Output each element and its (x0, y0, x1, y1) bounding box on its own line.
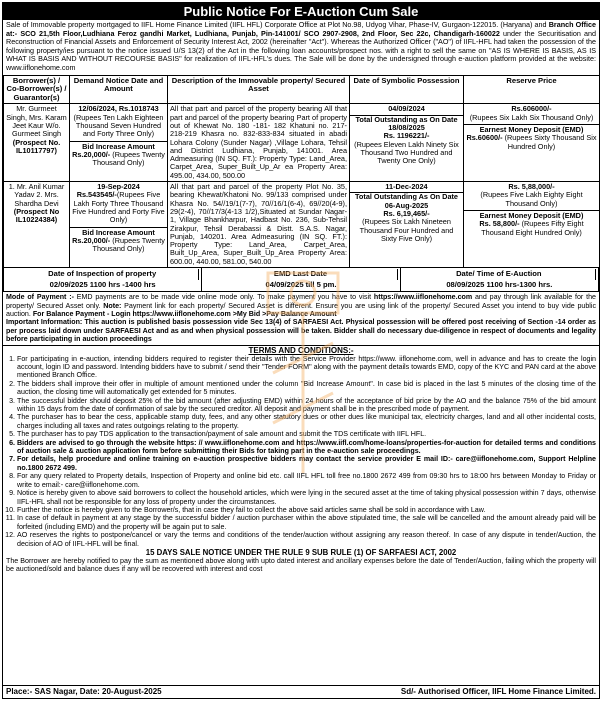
header-description: Description of the Immovable property/ Secured Asset (168, 75, 350, 104)
payment-mode (3, 292, 599, 345)
emd-amount: Rs. 58,800/- (479, 219, 520, 229)
important-information: Important Information: This auction is published basis possession vide Sec 13(4) of SARFAESI Act. Physical possession will be offered post receiving of Section -14 order as per process laid down under SARFAESI Act and as and when physical possession will be taken. Bidder shall do necessary due-diligence in respect of documents and legality before participating in auction proceedings (6, 318, 596, 344)
possession-date: 11-Dec-2024 (350, 183, 463, 193)
outstanding-label: Total Outstanding as On Date 18/08/2025 (355, 114, 458, 132)
term-item: 12. AO reserves the rights to postpone/cancel or vary the terms and conditions of the tender/auction without assigning any reason thereof. In case of any dispute in tender/Auction, the decision of AO of IIFL-HFL will be final. (17, 531, 596, 548)
possession-cell (350, 182, 464, 268)
payment-mode-text-1: EMD payments are to be made vide online mode only. To make payment you have to visit (73, 293, 374, 302)
footer-place-date: Place:- SAS Nagar, Date: 20-August-2025 (6, 687, 162, 696)
outstanding-label: Total Outstanding As On Date 06-Aug-2025 (355, 192, 458, 210)
borrower-names: Mr. Gurmeet Singh, Mrs. Karam Jeet Kaur W/o. Gurmeet Singh (6, 104, 67, 139)
borrowers-cell (4, 182, 70, 268)
term-item: 2. The bidders shall improve their offer in multiple of amount mentioned under the column "Bid Increase Amount". In case bid is placed in the last 5 minutes of the closing time of the auction, the closing time will automatically get extended for 5 minutes. (17, 380, 596, 397)
demand-cell (70, 104, 168, 182)
notice-title: Public Notice For E-Auction Cum Sale (3, 3, 599, 20)
dates-bar (3, 268, 599, 292)
prospect-number: (Prospect No. IL10117797) (12, 137, 61, 155)
emd-words: (Rupees Fifty Eight Thousand Eight Hundred Only) (481, 219, 584, 237)
term-item: 11. In case of default in payment at any stage by the successful bidder / auction purchaser within the above stipulated time, the sale will be cancelled and the amount already paid will be forfeited (including EMD) and the property will be again put to sale. (17, 514, 596, 531)
payment-mode-label: Mode of Payment :- (6, 293, 74, 302)
auction-date-label: Date/ Time of E-Auction (403, 269, 596, 280)
prospect-number: (Prospect No IL10224384) (13, 206, 60, 225)
bid-increase-amount: Rs.20,000/- (72, 149, 111, 159)
emd-last-date-label: EMD Last Date (204, 269, 397, 280)
inspection-date-box (4, 268, 202, 291)
property-table (3, 75, 600, 268)
sale-notice-text: The Borrower are hereby notified to pay the sum as mentioned above along with upto dated interest and ancillary expenses before the date of Tender/Auction, failing which the property will be auctioned/sold and balance dues if any will be recovered with interest and cost (6, 556, 596, 574)
header-reserve-price: Reserve Price (464, 75, 600, 104)
terms-heading: TERMS AND CONDITIONS:- (248, 345, 354, 355)
demand-date-amount: 12/06/2024, Rs.1018743 (78, 104, 159, 114)
term-item: 8. For any query related to Property details, Inspection of Property and online bid etc. call IIFL HFL toll free no.1800 2672 499 from 09:30 hrs to 18:00 hrs between Monday to Friday or write to email:- care@iiflonehome.com. (17, 472, 596, 489)
bid-increase-label: Bid Increase Amount (70, 227, 167, 237)
possession-date: 04/09/2024 (350, 105, 463, 115)
term-item: 5. The purchaser has to pay TDS application to the transaction/payment of sale amount and submit the TDS certificate with IIFL HFL. (17, 430, 596, 438)
table-row (4, 104, 600, 182)
notice-page (2, 2, 600, 699)
term-item: 3. The successful bidder should deposit 25% of the bid amount (after adjusting EMD) within 24 hours of the acceptance of bid price by the AO and the balance 75% of the bid amount within 15 days from the date of confirmation of sale by the secured creditor. All deposit and payment shall be in the prescribed mode of payment. (17, 397, 596, 414)
payment-note-label: Note: (103, 301, 122, 310)
header-borrowers: Borrower(s) / Co-Borrower(s) / Guarantor(s) (4, 75, 70, 104)
description-cell: All that part and parcel of the property bearing All that part and parcel of the property bearing Part of property out of Khewat No. 180 -181- 182 Khatuni no. 217- 218-219 Khasra no. 832-833-834 situated in abadi Lohara Colony (Sunder Nagar) ,Village Lohara, Tehsil and District Ludhiana, Punjab, 141001. Area Admeasuring (IN SQ. FT.): Property Type: Land_Area, Carpet_Area, Super_Built_Up_Ar ea Property Area: 495.00, 434.00, 500.00 (168, 104, 350, 182)
borrower-names: 1. Mr. Anil Kumar Yadav 2. Mrs. Shardha Devi (8, 182, 65, 208)
terms-list (3, 355, 599, 548)
header-possession: Date of Symbolic Possession (350, 75, 464, 104)
intro-text-2: under the Securitisation and Reconstruction of Financial Assets and Enforcement of Security Interest Act, 2002 (hereinafter "Act"). Whereas the Authorized Officer ("AO") of IIFL-HFL had taken the possession of the following property/ies pursuant to the notice issued U/S 13(2) of the Act in the following loan accounts/prospect nos. with a right to sell the same on "AS IS WHERE IS BASIS, AS IS WHAT IS BASIS AND WITHOUT RECOURSE BASIS" for realization of IIFL-HFL's dues. The Sale will be done by the undersigned through e-auction platform provided at the website: www.iiflonehome.com (6, 28, 596, 72)
demand-amount-words: (Rupees Ten Lakh Eighteen Thousand Seven Hundred and Forty Three Only) (73, 112, 164, 139)
notice-footer (3, 685, 599, 698)
emd-last-date-box (202, 268, 400, 291)
footer-signature: Sd/- Authorised Officer, IIFL Home Finance Limited. (400, 687, 596, 696)
term-item: 9. Notice is hereby given to above said borrowers to collect the household articles, which were lying in the secured asset at the time of taking physical possession within 7 days, otherwise IIFL-HFL shall not be responsible for any loss of property under the circumstances. (17, 489, 596, 506)
sale-notice-heading: 15 DAYS SALE NOTICE UNDER THE RULE 9 SUB RULE (1) OF SARFAESI ACT, 2002 (145, 547, 457, 557)
demand-cell (70, 182, 168, 268)
bid-increase-words: (Rupees Twenty Thousand Only) (92, 235, 165, 254)
outstanding-amount: Rs. 6,19,465/- (383, 208, 430, 218)
bid-increase-words: (Rupees Twenty Thousand Only) (92, 149, 165, 168)
outstanding-amount: Rs. 1196221/- (383, 131, 430, 141)
outstanding-words: (Rupees Six Lakh Nineteen Thousand Four Hundred and Sixty Five Only) (359, 217, 454, 243)
emd-label: Earnest Money Deposit (EMD) (464, 210, 599, 220)
demand-amount-words: (Rupees Five Lakh Forty Three Thousand Five Hundred and Forty Five Only) (72, 190, 165, 225)
intro-paragraph (3, 20, 599, 75)
auction-date-box (401, 268, 598, 291)
term-item: 6. Bidders are advised to go through the website https: // www.iiflonehome.com and https://www.iifl.com/home-loans/properties-for-auction for detailed terms and conditions of auction sale & auction application form before submitting their Bids for taking part in the e-auction sale proceedings. (17, 439, 596, 456)
table-header-row (4, 75, 600, 104)
payment-mode-text-2: and pay through link available for the property/ Secured Asset only. (6, 293, 596, 310)
bid-increase-amount: Rs.20,000/- (72, 235, 111, 245)
possession-cell (350, 104, 464, 182)
emd-amount: Rs.60600/- (466, 133, 503, 143)
borrowers-cell (4, 104, 70, 182)
emd-label: Earnest Money Deposit (EMD) (464, 124, 599, 134)
term-item: 4. The purchaser has to bear the cess, applicable stamp duty, fees, and any other statutory dues or other dues like municipal tax, electricity charges, land and all other incidental costs, charges including all taxes and rates outgoings relating to the property. (17, 413, 596, 430)
reserve-cell (464, 182, 600, 268)
term-item: 1. For participating in e-auction, intending bidders required to register their details with the Service Provider https://www. iiflonehome.com, well in advance and has to create the login account, login ID and password. Intending bidders have to submit / send their "Tender FORM" along with the payment details towards EMD, copy of the KYC and PAN card at the above mentioned Branch Office. (17, 355, 596, 380)
term-item: 10. Further the notice is hereby given to the Borrower/s, that in case they fail to collect the above said articles same shall be sold in accordance with Law. (17, 506, 596, 514)
demand-date: 19-Sep-2024 (97, 182, 140, 192)
table-row (4, 182, 600, 268)
reserve-amount: Rs.606000/- (511, 104, 552, 114)
reserve-words: (Rupees Six Lakh Six Thousand Only) (469, 112, 594, 122)
outstanding-words: (Rupees Eleven Lakh Ninety Six Thousand Two Hundred and Twenty One Only) (354, 139, 459, 166)
term-item: 7. For details, help procedure and online training on e-auction prospective bidders may contact the service provider E mail ID:- care@iiflonehome.com, Support Helpline no.1800 2672 499. (17, 455, 596, 472)
emd-last-date-value: 04/09/2025 till 5 pm. (265, 279, 337, 289)
balance-payment-info: For Balance Payment - Login https://www.iiflonehome.com >My Bid >Pay Balance Amount (32, 309, 337, 318)
bid-increase-label: Bid Increase Amount (70, 141, 167, 151)
description-cell: All that part and parcel of the property Plot No. 35, bearing Khewat/Khatoni No. 99/133 comprised under Khasra No. 54//19/1(7-7), 70//16/1(6-4), 69//20(4-9), 29(2-4), 70//17/3(4-13 1/2),Situated at Sundar Nagar-1, Village Bhankharpur, Hadbast No. 236, Sub-Tehsil Zirakpur, Tehsil Derabassi & Distt. S.A.S. Nagar, Punjab, 140201. Area Admeasuring (IN SQ. FT.): Property Type: Land_Area, Carpet_Area, Built_Up_Area, Super_Built_Up_Area Property Area: 600.00, 440.00, 581.00, 540.00 (168, 182, 350, 268)
intro-text-1: Sale of Immovable property mortgaged to IIFL Home Finance Limited (IIFL HFL) Corporate Office at Plot No.98, Udyog Vihar, Phase-IV, Gurgaon-122015. (Haryana) and (6, 20, 549, 29)
demand-amount: Rs.543545/- (76, 190, 117, 200)
payment-link[interactable]: https://www.iiflonehome.com (373, 293, 473, 302)
payment-mode-text-3: Payment link for each property/ Secured Asset is different. Ensure you are using link of the property/ Secured Asset you intend to buy vide public auction. (6, 301, 596, 318)
inspection-value: 02/09/2025 1100 hrs -1400 hrs (49, 279, 156, 289)
intro-branch-office: Branch Office at:- SCO 21,5th Floor,Ludhiana Feroz gandhi Market, Ludhiana, Punjab, Pin-141001/ SCO 2907-2908, 2nd Floor, Sec 22c, Chandigarh-160022 (6, 20, 596, 38)
header-demand-notice: Demand Notice Date and Amount (70, 75, 168, 104)
auction-date-value: 08/09/2025 1100 hrs-1300 hrs. (446, 279, 553, 289)
emd-words: (Rupees Sixty Thousand Six Hundred Only) (502, 133, 597, 151)
reserve-cell (464, 104, 600, 182)
reserve-words: (Rupees Five Lakh Eighty Eight Thousand Only) (480, 190, 583, 208)
inspection-label: Date of Inspection of property (6, 269, 199, 280)
reserve-amount: Rs. 5,88,000/- (508, 182, 555, 192)
